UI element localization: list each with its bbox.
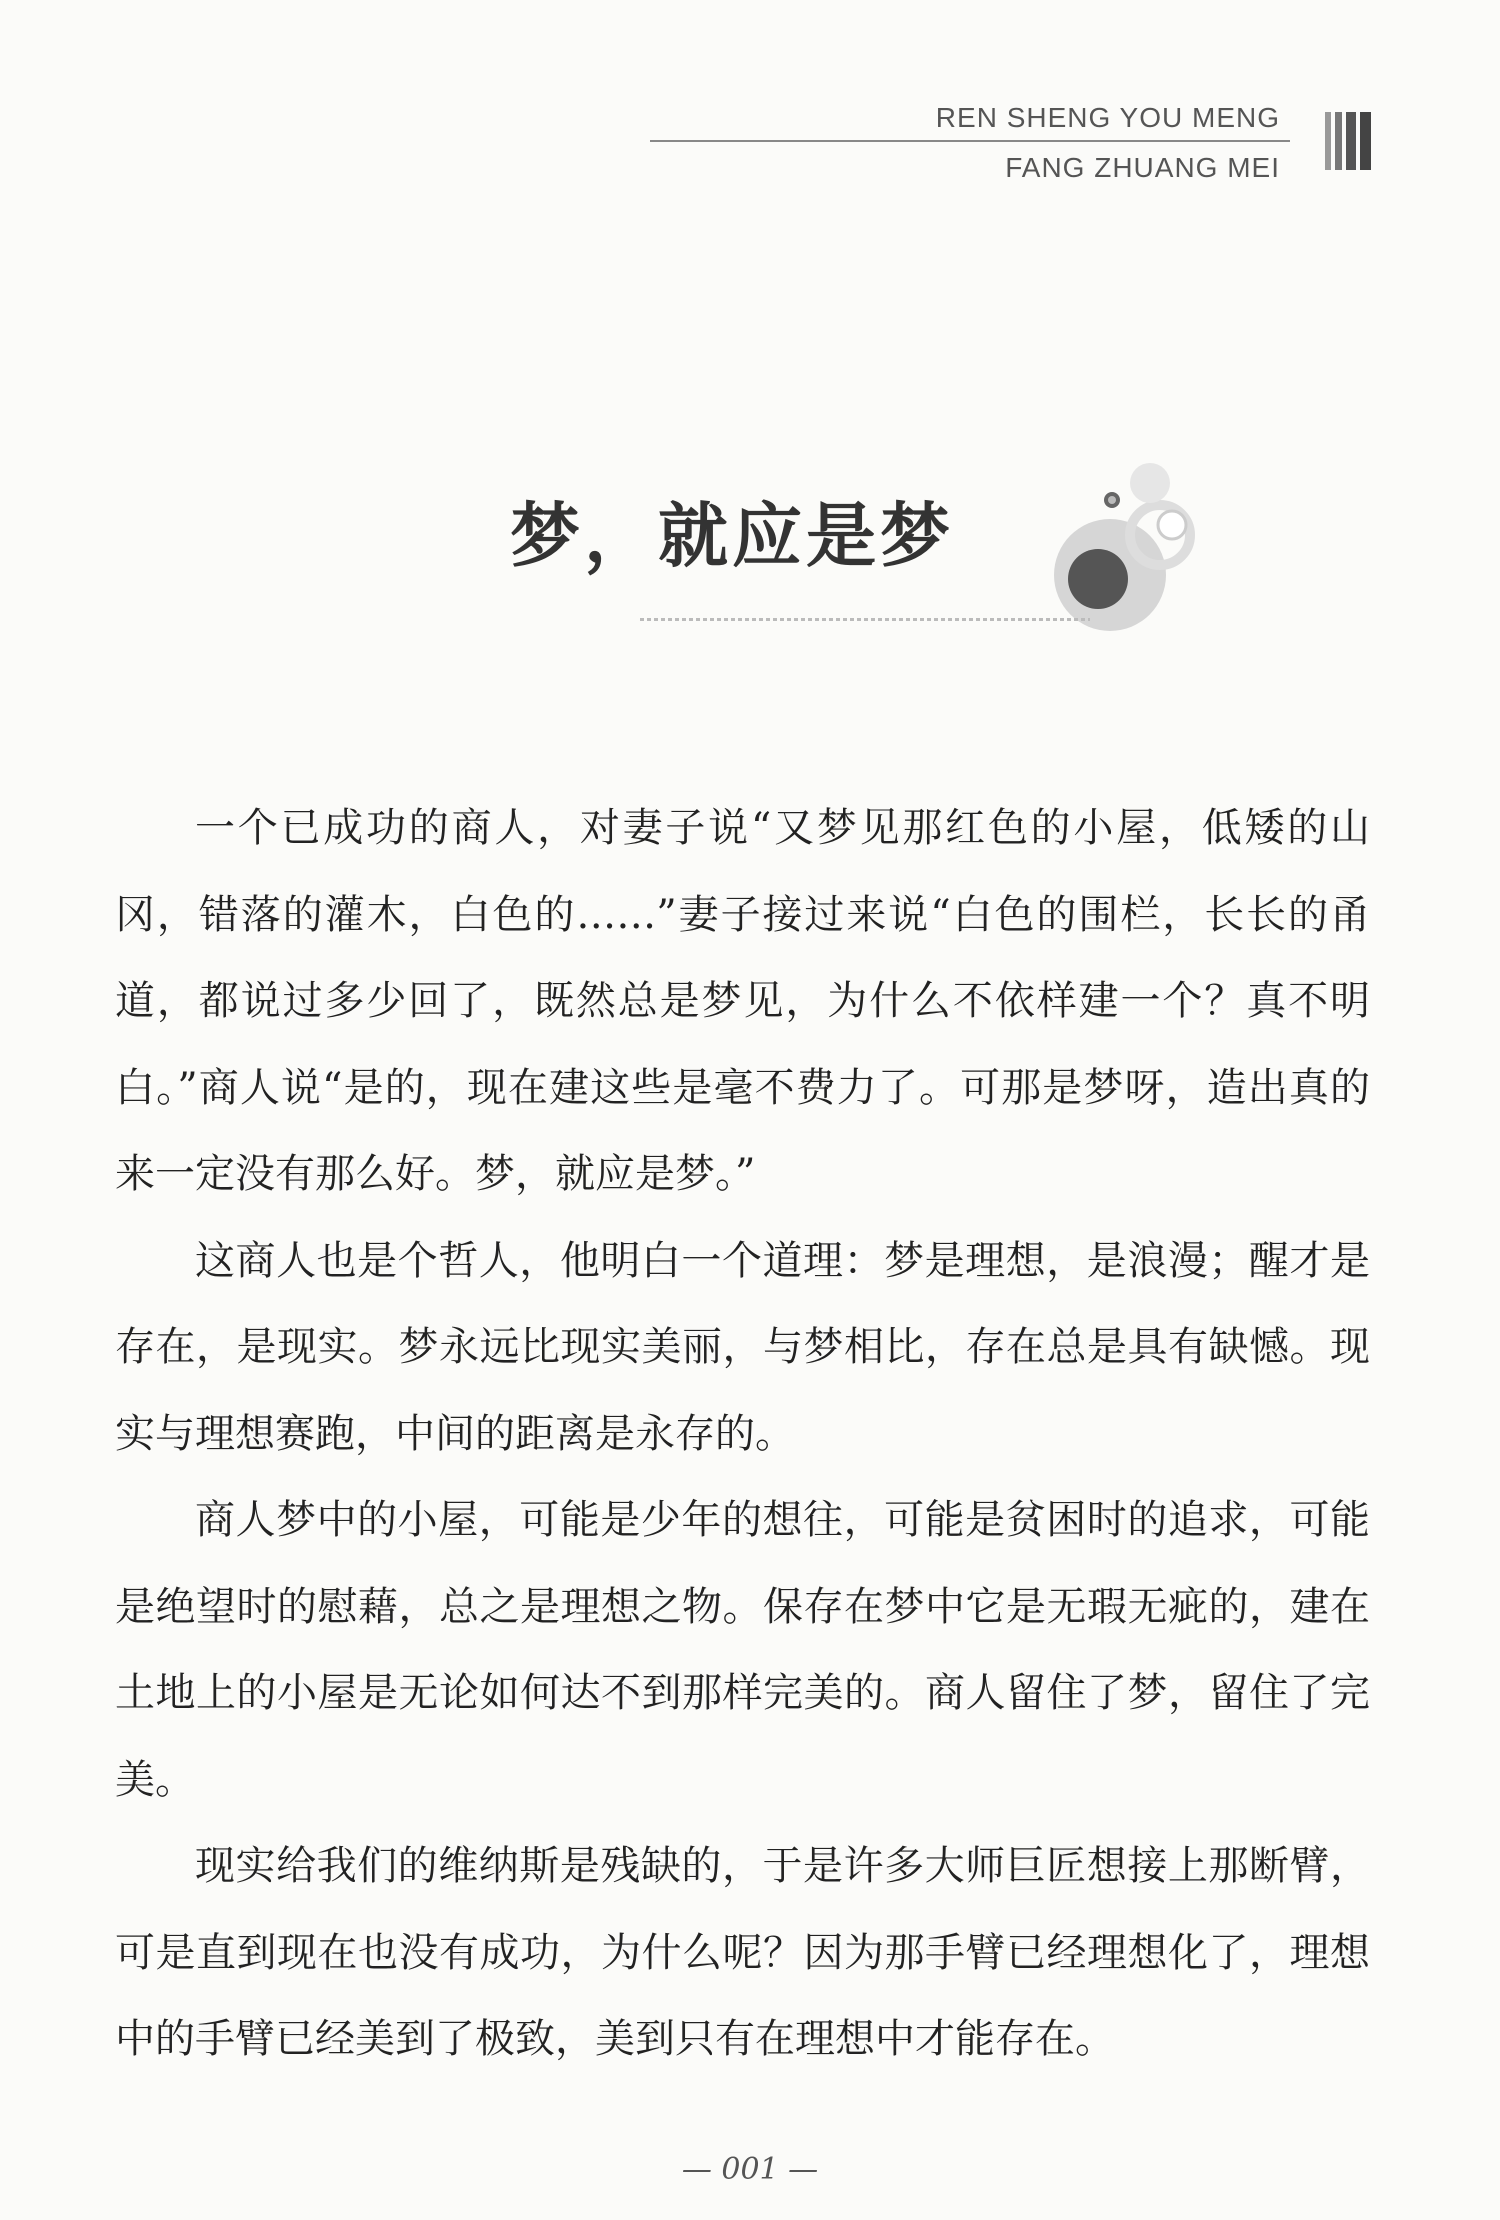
running-head-bars-ornament [1325, 112, 1371, 170]
paragraph-1: 一个已成功的商人，对妻子说“又梦见那红色的小屋，低矮的山冈，错落的灌木，白色的……”妻子接过来说“白色的围栏，长长的甬道，都说过多少回了，既然总是梦见，为什么不依样建一个？真不明白。”商人说“是的，现在建这些是毫不费力了。可那是梦呀，造出真的来一定没有那么好。梦，就应是梦。” [115, 805, 1370, 1197]
paragraph-2: 这商人也是个哲人，他明白一个道理：梦是理想，是浪漫；醒才是存在，是现实。梦永远比现实美丽，与梦相比，存在总是具有缺憾。现实与理想赛跑，中间的距离是永存的。 [115, 1237, 1370, 1457]
body-text [115, 785, 1370, 2083]
running-head [640, 100, 1290, 190]
chapter-title: 梦，就应是梦 [510, 494, 954, 577]
running-head-rule [650, 140, 1290, 142]
title-underline [640, 618, 1090, 621]
running-head-line2: FANG ZHUANG MEI [1005, 152, 1280, 183]
running-head-line1: REN SHENG YOU MENG [935, 102, 1280, 133]
paragraph-4: 现实给我们的维纳斯是残缺的，于是许多大师巨匠想接上那断臂，可是直到现在也没有成功，为什么呢？因为那手臂已经理想化了，理想中的手臂已经美到了极致，美到只有在理想中才能存在。 [115, 1843, 1370, 2062]
page-number: — 001 — [681, 2152, 819, 2187]
paragraph-3: 商人梦中的小屋，可能是少年的想往，可能是贫困时的追求，可能是绝望时的慰藉，总之是理想之物。保存在梦中它是无瑕无疵的，建在土地上的小屋是无论如何达不到那样完美的。商人留住了梦，留住了完美。 [115, 1497, 1370, 1803]
circles-ornament-icon [1030, 455, 1210, 635]
